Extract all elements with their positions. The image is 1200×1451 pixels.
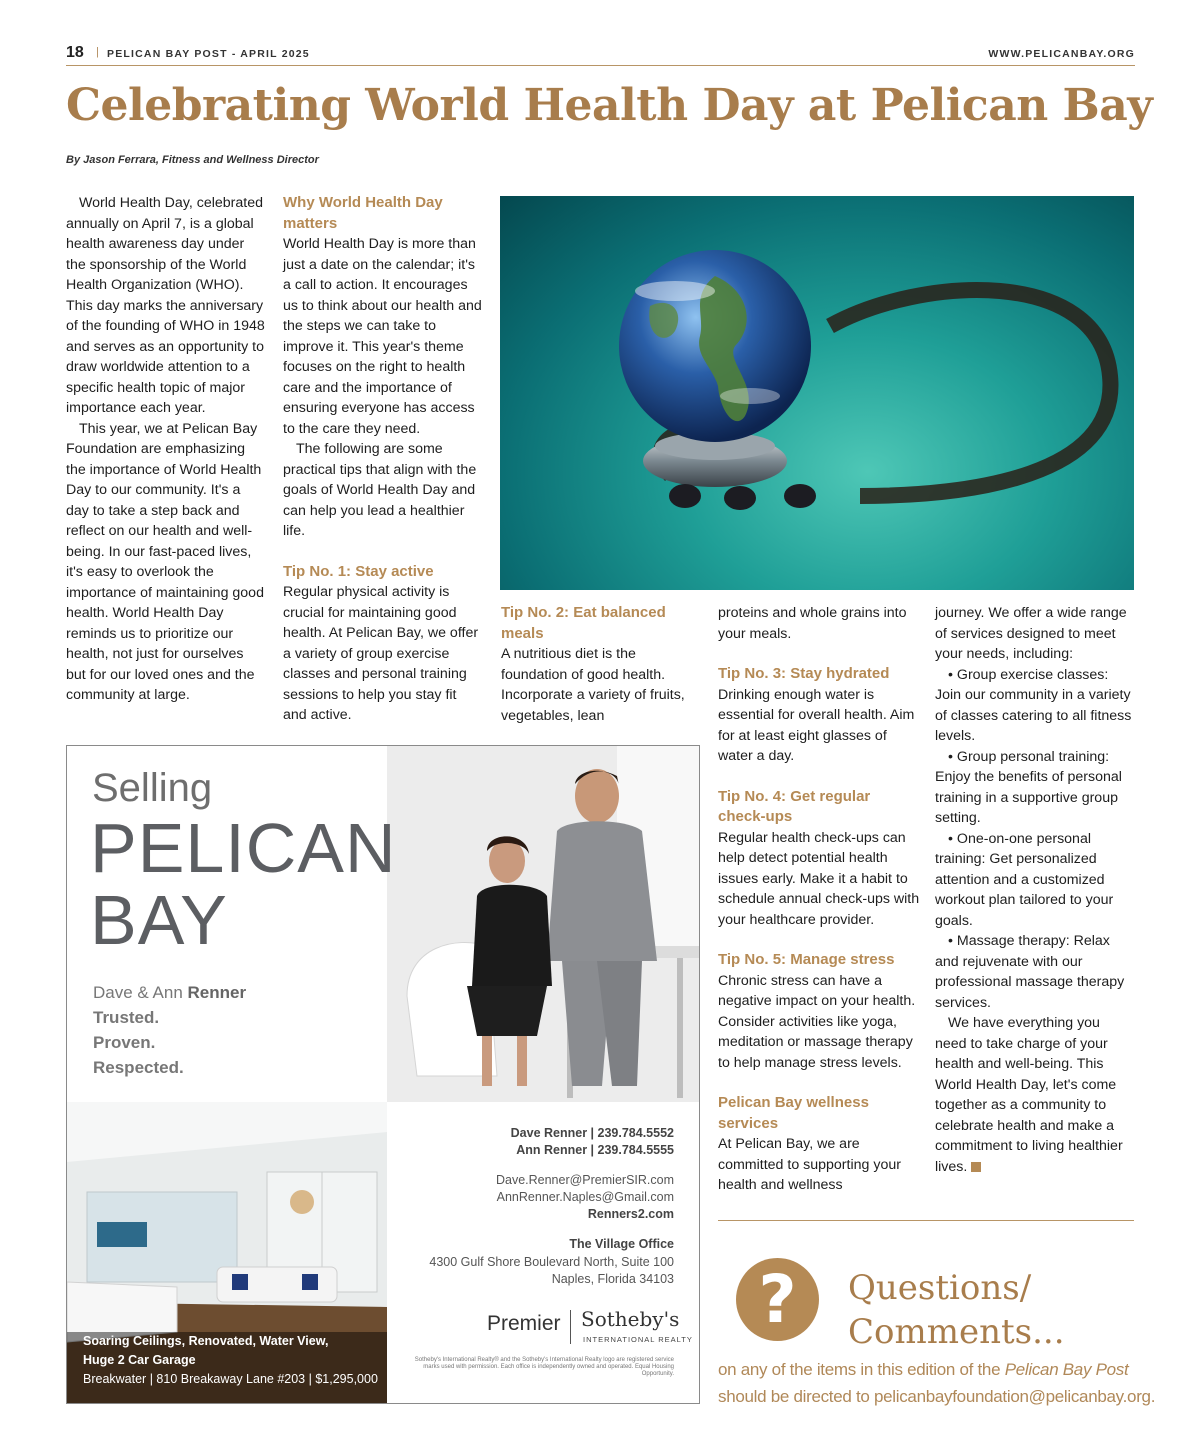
article-column-5 (935, 603, 1135, 1177)
agent-names (93, 983, 246, 1003)
brand-divider (570, 1310, 571, 1344)
questions-title-line2: Comments... (848, 1312, 1065, 1352)
office-street: 4300 Gulf Shore Boulevard North, Suite 100 (429, 1255, 674, 1269)
brand-international-realty: INTERNATIONAL REALTY (583, 1335, 693, 1344)
paragraph: Chronic stress can have a negative impact on your health. Consider activities like yoga, meditation or massage therapy to help manage stress levels. (718, 972, 916, 1071)
article-column-1 (66, 193, 266, 706)
paragraph: At Pelican Bay, we are committed to supporting your health and wellness (718, 1136, 901, 1193)
paragraph: proteins and whole grains into your meals. (718, 605, 907, 642)
questions-title (848, 1266, 1065, 1354)
real-estate-ad (66, 745, 700, 1404)
agent-website[interactable]: Renners2.com (587, 1207, 674, 1221)
questions-title-line1: Questions/ (848, 1268, 1032, 1308)
ad-headline-pelican: PELICAN (90, 809, 397, 887)
tip-heading: Tip No. 3: Stay hydrated (718, 665, 890, 682)
listing-caption-address-price: Breakwater | 810 Breakaway Lane #203 | $1,295,000 (83, 1372, 378, 1386)
publication-title: Pelican Bay Post (1004, 1360, 1129, 1379)
ad-legal-disclaimer: Sotheby's International Realty® and the Sotheby's International Realty logo are registered service marks used with permission. Each office is independently owned and operated. Equal Housing Opportunity. (414, 1357, 674, 1377)
paragraph: This year, we at Pelican Bay Foundation are emphasizing the importance of World Health Day to our community. It's a day to take a step back and reflect on our health and well-being. In our fast-paced lives, it's easy to overlook the importance of maintaining good health. World Health Day reminds us to prioritize our health, not just for ourselves but for our loved ones and the community at large. (66, 420, 264, 703)
listing-caption-features: Soaring Ceilings, Renovated, Water View, (83, 1334, 329, 1348)
article-column-4 (718, 603, 920, 1196)
page-number: 18 (66, 44, 84, 61)
header-separator: | (96, 46, 99, 58)
article-title: Celebrating World Health Day at Pelican Bay (66, 80, 1153, 131)
tip-heading: Tip No. 1: Stay active (283, 562, 434, 580)
paragraph: journey. We offer a wide range of services designed to meet your needs, including: (935, 605, 1127, 662)
closing-text: We have everything you need to take charge of your health and well-being. This World Health Day, let's come together as a community to celebrate health and make a commitment to living healthier lives. (935, 1015, 1123, 1175)
ad-headline-bay: BAY (90, 881, 228, 959)
website-link[interactable]: WWW.PELICANBAY.ORG (988, 48, 1135, 60)
globe-stethoscope-photo (500, 196, 1134, 590)
tagline-proven: Proven. (93, 1033, 156, 1052)
paragraph: The following are some practical tips that align with the goals of World Health Day and can help you lead a healthier life. (283, 441, 477, 539)
list-item: • One-on-one personal training: Get personalized attention and a customized workout plan tailored to your goals. (935, 830, 1114, 929)
agents-photo (387, 746, 700, 1102)
divider (718, 1220, 1134, 1221)
paragraph: World Health Day is more than just a date on the calendar; it's a call to action. It encourages us to think about our health and the steps we can take to improve it. This year's theme focuses on the right to health care and the importance of ensuring everyone has access to the care they need. (283, 236, 482, 437)
tip-heading: Tip No. 5: Manage stress (718, 951, 895, 968)
section-heading: Why World Health Day matters (283, 194, 443, 232)
list-item: • Massage therapy: Relax and rejuvenate with our professional massage therapy services. (935, 933, 1125, 1011)
questions-text-line1 (718, 1356, 1155, 1383)
email-dave[interactable]: Dave.Renner@PremierSIR.com (495, 1173, 674, 1187)
paragraph: Drinking enough water is essential for overall health. Aim for at least eight glasses of water a day. (718, 686, 915, 764)
article-byline: By Jason Ferrara, Fitness and Wellness Director (66, 154, 319, 166)
phone-ann[interactable]: Ann Renner | 239.784.5555 (516, 1143, 674, 1157)
email-ann[interactable]: AnnRenner.Naples@Gmail.com (496, 1190, 674, 1204)
office-city: Naples, Florida 34103 (551, 1272, 674, 1286)
tip-heading: Tip No. 2: Eat balanced meals (501, 604, 666, 642)
globe-stethoscope-illustration (500, 196, 1134, 590)
paragraph: World Health Day, celebrated annually on April 7, is a global health awareness day under the sponsorship of the World Health Organization (WHO). This day marks the anniversary of the founding of WHO in 1948 and serves as an opportunity to draw worldwide attention to a specific health topic of major importance each year. (66, 195, 265, 416)
tip-heading: Tip No. 4: Get regular check-ups (718, 787, 871, 825)
paragraph: Regular physical activity is crucial for maintaining good health. At Pelican Bay, we offer a variety of group exercise classes and personal training sessions to help you stay fit and active. (283, 584, 479, 723)
paragraph: A nutritious diet is the foundation of good health. Incorporate a variety of fruits, vegetables, lean (501, 646, 685, 724)
questions-contact-email[interactable]: should be directed to pelicanbayfoundation@pelicanbay.org. (718, 1387, 1156, 1406)
agents-illustration (387, 746, 700, 1102)
tagline-trusted: Trusted. (93, 1008, 160, 1027)
question-mark-icon: ? (736, 1258, 819, 1341)
questions-text (718, 1356, 1155, 1410)
article-column-2 (283, 193, 483, 726)
closing-paragraph (935, 1013, 1135, 1177)
questions-text-pre: on any of the items in this edition of the (718, 1360, 1001, 1379)
page-header (66, 44, 1135, 66)
paragraph: Regular health check-ups can help detect potential health issues early. Make it a habit to schedule annual check-ups with your healthcare provider. (718, 829, 920, 928)
brand-premier: Premier (487, 1312, 561, 1335)
article-column-3 (501, 603, 701, 726)
list-item: • Group personal training: Enjoy the benefits of personal training in a supportive group setting. (935, 748, 1122, 826)
listing-caption-garage: Huge 2 Car Garage (83, 1353, 196, 1367)
end-of-article-mark (971, 1162, 981, 1172)
tagline-respected: Respected. (93, 1058, 184, 1077)
phone-dave[interactable]: Dave Renner | 239.784.5552 (510, 1126, 674, 1140)
agent-last-name: Renner (187, 983, 247, 1002)
agent-first-names: Dave & Ann (93, 983, 183, 1002)
brand-sothebys: Sotheby's (581, 1307, 680, 1331)
office-name: The Village Office (569, 1237, 674, 1251)
section-heading: Pelican Bay wellness services (718, 1094, 869, 1132)
ad-headline-selling: Selling (92, 766, 213, 810)
publication-name: PELICAN BAY POST - APRIL 2025 (107, 48, 310, 60)
list-item: • Group exercise classes: Join our community in a variety of classes catering to all fitness levels. (935, 666, 1132, 744)
